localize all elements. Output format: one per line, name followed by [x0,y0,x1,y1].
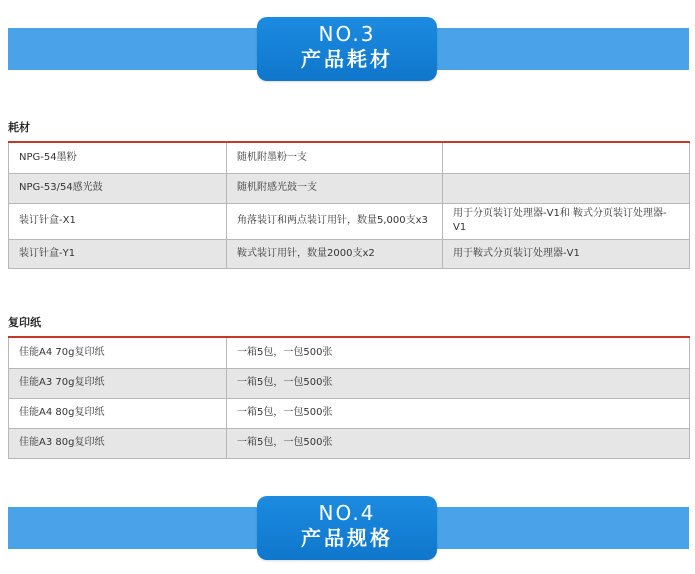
item-desc: 随机附感光鼓一支 [227,173,443,203]
section-number: NO.3 [318,22,376,46]
table-row [9,142,690,173]
item-desc: 随机附墨粉一支 [227,142,443,173]
table-row [9,239,690,268]
paper-name: 佳能A3 80g复印纸 [9,428,227,458]
consumables-label: 耗材 [8,121,30,134]
item-desc: 角落装订和两点装订用针，数量5,000支x3 [227,203,443,239]
table-row [9,173,690,203]
section-number: NO.4 [318,501,376,525]
item-note: 用于分页装订处理器-V1和 鞍式分页装订处理器-V1 [443,203,690,239]
item-note: 用于鞍式分页装订处理器-V1 [443,239,690,268]
paper-name: 佳能A4 80g复印纸 [9,398,227,428]
paper-label: 复印纸 [8,316,41,329]
paper-table [8,336,690,459]
paper-name: 佳能A4 70g复印纸 [9,337,227,368]
item-desc: 鞍式装订用针，数量2000支x2 [227,239,443,268]
consumables-table [8,141,690,269]
paper-desc: 一箱5包，一包500张 [227,337,690,368]
paper-desc: 一箱5包，一包500张 [227,398,690,428]
item-name: NPG-53/54感光鼓 [9,173,227,203]
table-row [9,368,690,398]
paper-desc: 一箱5包，一包500张 [227,368,690,398]
paper-name: 佳能A3 70g复印纸 [9,368,227,398]
item-note [443,142,690,173]
table-row [9,428,690,458]
table-row [9,203,690,239]
section-badge-no3 [257,17,437,81]
item-name: NPG-54墨粉 [9,142,227,173]
item-name: 装订针盒-Y1 [9,239,227,268]
section-title: 产品耗材 [301,47,393,71]
table-row [9,398,690,428]
section-title: 产品规格 [301,526,393,550]
item-name: 装订针盒-X1 [9,203,227,239]
table-row [9,337,690,368]
section-badge-no4 [257,496,437,560]
item-note [443,173,690,203]
paper-desc: 一箱5包，一包500张 [227,428,690,458]
